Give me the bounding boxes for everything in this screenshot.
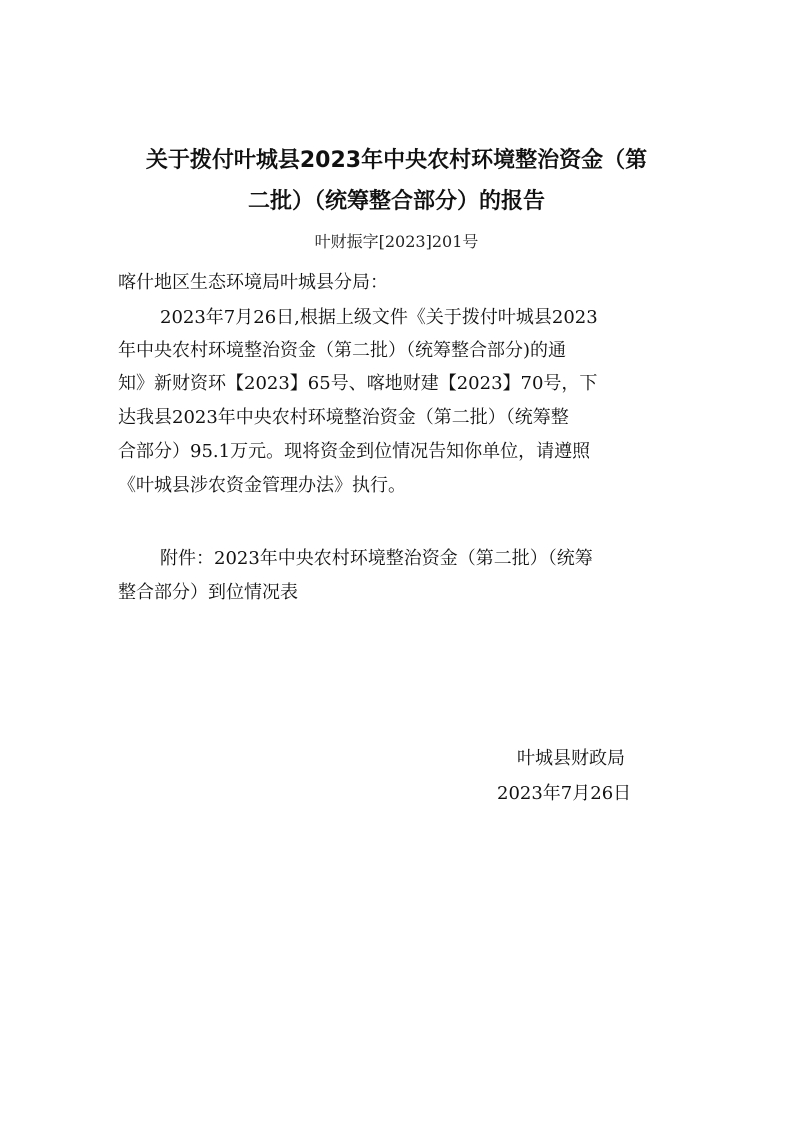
document-title-line-1: 关于拨付叶城县2023年中央农村环境整治资金（第 <box>145 148 648 173</box>
body-line-1: 2023年7月26日,根据上级文件《关于拨付叶城县2023 <box>160 307 598 328</box>
signature-organization: 叶城县财政局 <box>517 748 625 769</box>
signature-date: 2023年7月26日 <box>497 783 632 804</box>
body-line-6: 《叶城县涉农资金管理办法》执行。 <box>118 475 406 496</box>
attachment-line-1: 附件：2023年中央农村环境整治资金（第二批）（统筹 <box>160 548 593 569</box>
body-line-3: 知》新财资环【2023】65号、喀地财建【2023】70号，下 <box>118 373 598 394</box>
document-title-line-2: 二批）（统筹整合部分）的报告 <box>247 189 545 214</box>
recipient-line: 喀什地区生态环境局叶城县分局： <box>118 272 388 293</box>
body-line-2: 年中央农村环境整治资金（第二批）（统筹整合部分)的通 <box>118 340 567 361</box>
document-number: 叶财振字[2023]201号 <box>314 232 479 251</box>
attachment-line-2: 整合部分）到位情况表 <box>118 582 298 603</box>
body-line-4: 达我县2023年中央农村环境整治资金（第二批）（统筹整 <box>118 407 569 428</box>
body-line-5: 合部分）95.1万元。现将资金到位情况告知你单位，请遵照 <box>118 441 591 462</box>
